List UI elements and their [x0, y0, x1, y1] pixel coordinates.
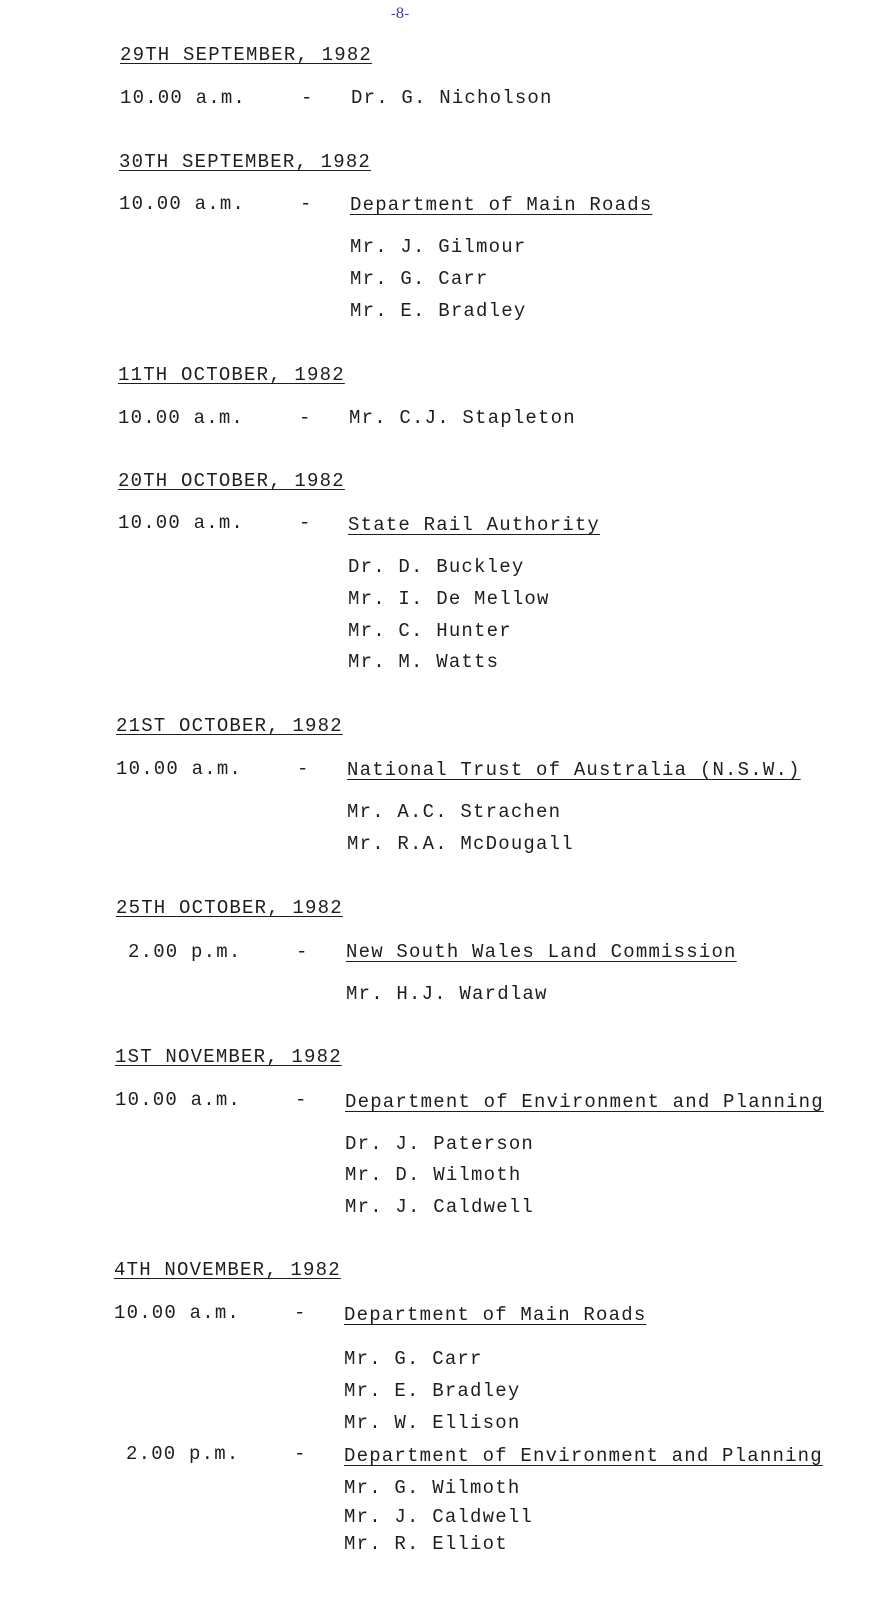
- witness-name: Mr. G. Carr: [350, 268, 489, 290]
- witness-name: Mr. I. De Mellow: [348, 588, 550, 610]
- dash-separator: -: [294, 1302, 307, 1324]
- organisation-name: National Trust of Australia (N.S.W.): [347, 759, 801, 781]
- dash-separator: -: [299, 407, 312, 429]
- appointment-time: 10.00 a.m.: [119, 193, 246, 215]
- dash-separator: -: [295, 1089, 308, 1111]
- appointment-time: 10.00 a.m.: [116, 758, 243, 780]
- witness-name: Mr. A.C. Strachen: [347, 801, 562, 823]
- witness-name: Mr. J. Gilmour: [350, 236, 527, 258]
- appointment-time: 2.00 p.m.: [128, 941, 242, 963]
- dash-separator: -: [301, 87, 314, 109]
- session-date: 29TH SEPTEMBER, 1982: [120, 44, 373, 66]
- session-date: 20TH OCTOBER, 1982: [118, 470, 345, 492]
- witness-name: Dr. G. Nicholson: [351, 87, 553, 109]
- session-date: 30TH SEPTEMBER, 1982: [119, 151, 372, 173]
- organisation-name: Department of Environment and Planning: [345, 1091, 824, 1113]
- witness-name: Mr. G. Wilmoth: [344, 1477, 521, 1499]
- witness-name: Mr. R. Elliot: [344, 1533, 508, 1555]
- witness-name: Mr. D. Wilmoth: [345, 1164, 522, 1186]
- dash-separator: -: [299, 512, 312, 534]
- witness-name: Dr. D. Buckley: [348, 556, 525, 578]
- organisation-name: New South Wales Land Commission: [346, 941, 737, 963]
- witness-name: Mr. E. Bradley: [344, 1380, 521, 1402]
- witness-name: Mr. C. Hunter: [348, 620, 512, 642]
- appointment-time: 2.00 p.m.: [126, 1443, 240, 1465]
- dash-separator: -: [294, 1443, 307, 1465]
- witness-name: Mr. C.J. Stapleton: [349, 407, 576, 429]
- witness-name: Mr. W. Ellison: [344, 1412, 521, 1434]
- appointment-time: 10.00 a.m.: [118, 407, 245, 429]
- session-date: 4TH NOVEMBER, 1982: [114, 1259, 341, 1281]
- appointment-time: 10.00 a.m.: [120, 87, 247, 109]
- witness-name: Dr. J. Paterson: [345, 1133, 535, 1155]
- dash-separator: -: [297, 758, 310, 780]
- page-number: -8-: [390, 6, 410, 22]
- session-date: 1ST NOVEMBER, 1982: [115, 1046, 342, 1068]
- dash-separator: -: [300, 193, 313, 215]
- session-date: 21ST OCTOBER, 1982: [116, 715, 343, 737]
- session-date: 11TH OCTOBER, 1982: [118, 364, 345, 386]
- session-date: 25TH OCTOBER, 1982: [116, 897, 343, 919]
- organisation-name: State Rail Authority: [348, 514, 601, 536]
- witness-name: Mr. E. Bradley: [350, 300, 527, 322]
- appointment-time: 10.00 a.m.: [115, 1089, 242, 1111]
- appointment-time: 10.00 a.m.: [118, 512, 245, 534]
- witness-name: Mr. J. Caldwell: [344, 1506, 534, 1528]
- appointment-time: 10.00 a.m.: [114, 1302, 241, 1324]
- witness-name: Mr. R.A. McDougall: [347, 833, 574, 855]
- dash-separator: -: [296, 941, 309, 963]
- organisation-name: Department of Main Roads: [350, 194, 653, 216]
- witness-name: Mr. J. Caldwell: [345, 1196, 535, 1218]
- organisation-name: Department of Environment and Planning: [344, 1445, 823, 1467]
- organisation-name: Department of Main Roads: [344, 1304, 647, 1326]
- witness-name: Mr. G. Carr: [344, 1348, 483, 1370]
- witness-name: Mr. M. Watts: [348, 651, 500, 673]
- witness-name: Mr. H.J. Wardlaw: [346, 983, 548, 1005]
